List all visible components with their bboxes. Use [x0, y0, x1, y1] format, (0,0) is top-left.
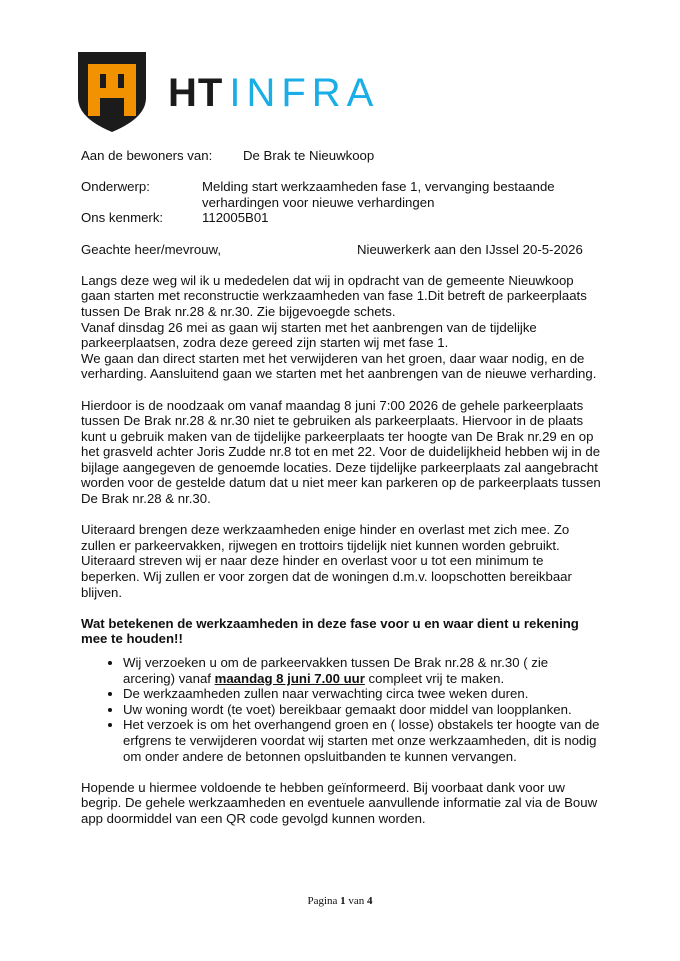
recipient-row: [81, 148, 601, 164]
recipient-label: Aan de bewoners van:: [81, 148, 213, 163]
page-footer: [0, 895, 680, 907]
reference-value: 112005B01: [202, 210, 269, 226]
subject-label: Onderwerp:: [81, 179, 150, 195]
closing-paragraph: Hopende u hiermee voldoende te hebben geïnformeerd. Bij voorbaat dank voor uw begrip. De gehele werkzaamheden en eventuele aanvullende informatie zal via de Bouw app doormiddel van een QR code gevolgd kunnen worden.: [81, 779, 598, 826]
bullet-1-text-a: Wij verzoeken u om de parkeervakken tussen De Brak nr.28 & nr.30 ( zie arcering) vanaf: [123, 655, 549, 686]
page-word: Pagina: [307, 895, 338, 907]
paragraph-5: Uiteraard brengen deze werkzaamheden enige hinder en overlast met zich mee. Zo zullen er parkeervakken, rijwegen en trottoirs tijdelijk niet kunnen worden gebruikt. Uiteraard streven wij er naar deze hinder en overlast voor u tot een minimum te beperken. Wij zullen er voor zorgen dat de woningen d.m.v. loopschotten bereikbaar blijven.: [81, 522, 572, 600]
bullet-list: [81, 655, 601, 764]
letter-body: [81, 148, 601, 827]
logo-wordmark: [168, 70, 379, 116]
paragraph-2: Vanaf dinsdag 26 mei as gaan wij starten met het aanbrengen van de tijdelijke parkeerplaatsen, zodra deze gereed zijn starten wij met fase 1.: [81, 319, 537, 351]
paragraph-1: Langs deze weg wil ik u mededelen dat wij in opdracht van de gemeente Nieuwkoop gaan starten met reconstructie werkzaamheden van fase 1.Dit betreft de parkeerplaats tussen De Brak nr.28 & nr.30. Zie bijgevoegde schets.: [81, 272, 587, 319]
bullet-item-1: [123, 655, 601, 686]
recipient-value: De Brak te Nieuwkoop: [243, 148, 375, 163]
logo-infra-text: INFRA: [229, 71, 380, 115]
bullet-item-3: • Uw woning wordt (te voet) bereikbaar gemaakt door middel van loopplanken.: [123, 702, 601, 718]
of-word: van: [348, 895, 365, 907]
paragraph-3: We gaan dan direct starten met het verwijderen van het groen, daar waar nodig, en de verharding. Aansluitend gaan we starten met het aanbrengen van de nieuwe verharding.: [81, 350, 597, 382]
paragraph-4: Hierdoor is de noodzaak om vanaf maandag 8 juni 7:00 2026 de gehele parkeerplaats tussen De Brak nr.28 & nr.30 niet te gebruiken als parkeerplaats. Hiervoor in de plaats kunt u gebruik maken van de tijdelijke parkeerplaats ter hoogte van De Brak nr.29 en op het grasveld achter Joris Zudde nr.8 tot en met 22. Voor de duidelijkheid hebben wij in de bijlage aangegeven de genoemde locaties. Deze tijdelijke parkeerplaats zal aangebracht worden voor de gestelde datum dat u niet meer kan parkeren op de parkeerplaats tussen De Brak nr.28 & nr.30.: [81, 397, 601, 507]
subject-value: Melding start werkzaamheden fase 1, vervanging bestaande verhardingen voor nieuwe verhardingen: [202, 179, 555, 210]
salutation-row: [81, 242, 601, 258]
company-logo: [78, 52, 408, 132]
section-heading: Wat betekenen de werkzaamheden in deze fase voor u en waar dient u rekening mee te houden!!: [81, 615, 579, 647]
subject-row: [81, 179, 601, 210]
salutation: Geachte heer/mevrouw,: [81, 241, 222, 257]
reference-label: Ons kenmerk:: [81, 210, 164, 226]
place-date: Nieuwerkerk aan den IJssel 20-5-2026: [357, 241, 583, 257]
page-number: 1: [340, 895, 346, 907]
shield-logo-icon: [78, 52, 146, 132]
bullet-1-emphasis: maandag 8 juni 7.00 uur: [214, 670, 365, 686]
bullet-1-text-b: compleet vrij te maken.: [364, 670, 505, 686]
bullet-item-2: • De werkzaamheden zullen naar verwachting circa twee weken duren.: [123, 686, 601, 702]
page-total: 4: [367, 895, 373, 907]
reference-row: [81, 210, 601, 226]
logo-ht-text: HT: [168, 71, 224, 115]
bullet-item-4: • Het verzoek is om het overhangend groen en ( losse) obstakels ter hoogte van de erfgrens te verwijderen voordat wij starten met onze werkzaamheden, dit is nodig om onder andere de betonnen opsluitbanden te kunnen vervangen.: [123, 717, 601, 764]
